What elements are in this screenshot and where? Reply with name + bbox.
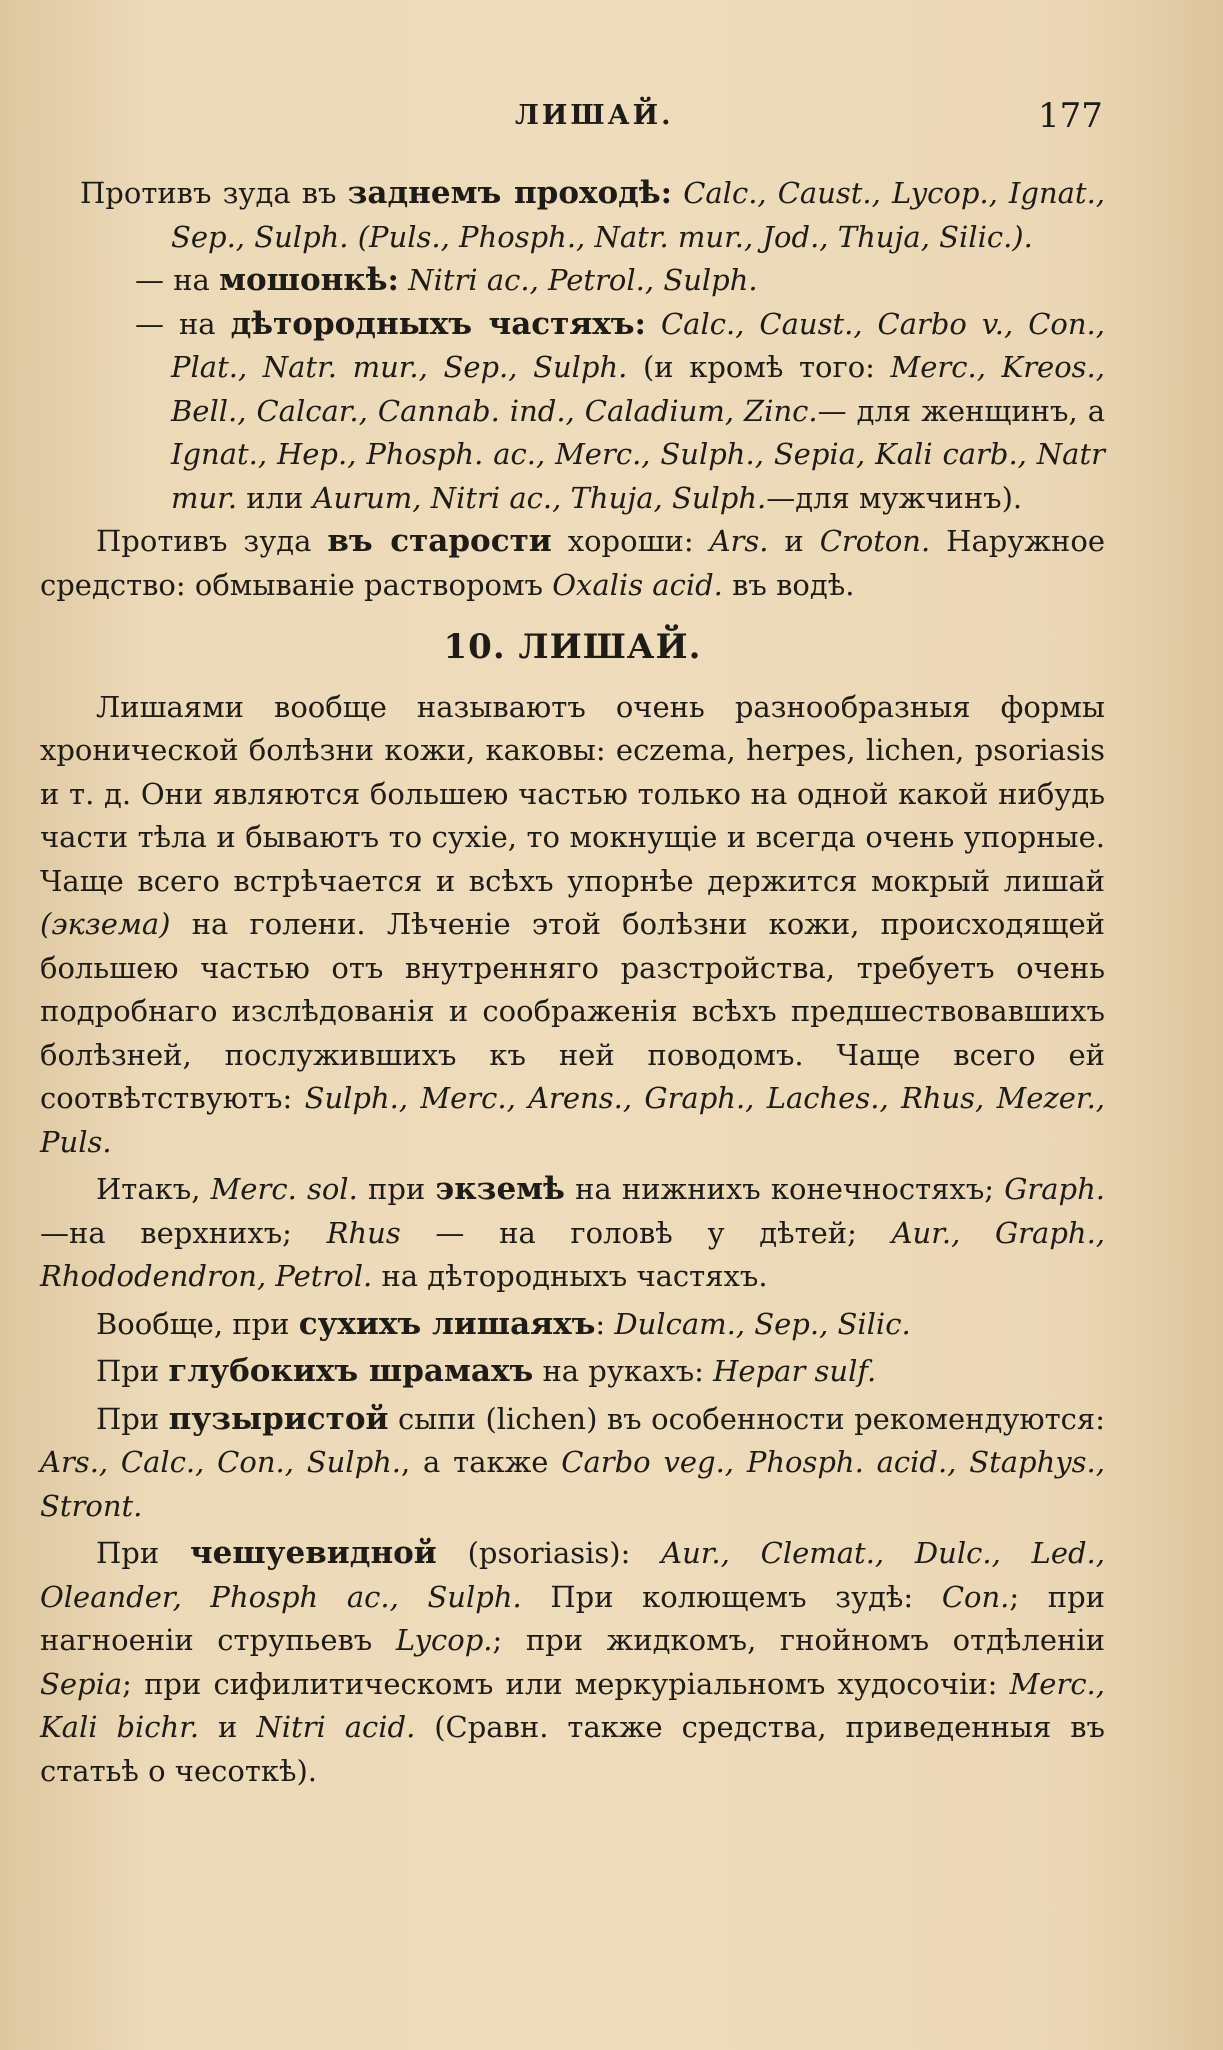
paragraph-eczema: Итакъ, Merc. sol. при экземѣ на нижнихъ конечностяхъ; Graph.—на верхнихъ; Rhus — на головѣ у дѣтей; Aur., Graph., Rhododendron, Petrol. на дѣтородныхъ частяхъ.: [40, 1171, 1106, 1293]
paragraph-dry: Вообще, при сухихъ лишаяхъ: Dulcam., Sep., Silic.: [96, 1305, 911, 1342]
page-number: 177: [1038, 96, 1103, 136]
remedy-list: Ignat., Hep., Phosph. ac., Merc., Sulph., Sepia, Kali carb., Natr mur.: [171, 437, 1105, 515]
section-heading: 10. ЛИШАЙ.: [443, 627, 702, 667]
remedy-list: Merc., Kali bichr.: [40, 1666, 1105, 1744]
keyword-deep-scars: глубокихъ шрамахъ: [168, 1353, 534, 1389]
remedy-list: Rhus: [326, 1215, 401, 1250]
remedy-list: Con.: [941, 1579, 1010, 1614]
running-title: ЛИШАЙ.: [515, 100, 674, 131]
remedy-list: Calc., Caust., Carbo v., Con., Plat., Natr. mur., Sep., Sulph.: [171, 306, 1105, 384]
keyword-genitals: дѣтородныхъ частяхъ:: [230, 305, 647, 342]
remedy-list: Aurum, Nitri ac., Thuja, Sulph.: [312, 480, 767, 515]
remedy-list: Sepia: [40, 1666, 123, 1701]
keyword-scaly: чешуевидной: [189, 1535, 437, 1571]
remedy-list: Aur., Clemat., Dulc., Led., Oleander, Phosph ac., Sulph.: [40, 1536, 1105, 1614]
remedy-list: Calc., Caust., Lycop., Ignat., Sep., Sulph. (Puls., Phosph., Natr. mur., Jod., Thuja, Silic.).: [171, 176, 1106, 254]
remedy-list: Ars.: [709, 524, 769, 558]
keyword-dry: сухихъ лишаяхъ: [298, 1305, 596, 1342]
remedy-list: Dulcam., Sep., Silic.: [614, 1306, 911, 1341]
keyword-eczema: экземѣ: [435, 1171, 565, 1207]
paragraph-scaly: При чешуевидной (psoriasis): Aur., Clemat., Dulc., Led., Oleander, Phosph ac., Sulph. При колющемъ зудѣ: Con.; при нагноеніи струпьевъ Lycop.; при жидкомъ, гнойномъ отдѣленіи Sepia; при сифилитическомъ или меркуріальномъ худосочіи: Merc., Kali bichr. и Nitri acid. (Сравн. также средства, приведенныя въ статьѣ о чесоткѣ).: [40, 1535, 1106, 1788]
remedy-list: Sulph., Merc., Arens., Graph., Laches., Rhus, Mezer., Puls.: [40, 1081, 1106, 1159]
remedy-list: Carbo veg., Phosph. acid., Staphys., Stront.: [40, 1445, 1105, 1523]
remedy-list: Croton.: [819, 524, 931, 558]
remedy-list: Aur., Graph., Rhododendron, Petrol.: [40, 1215, 1105, 1293]
paragraph-itch-genitals: — на дѣтородныхъ частяхъ: Calc., Caust., Carbo v., Con., Plat., Natr. mur., Sep., Sulph. (и кромѣ того: Merc., Kreos., Bell., Calcar., Cannab. ind., Caladium, Zinc.— для женщинъ, а Ignat., Hep., Phosph. ac., Merc., Sulph., Sepia, Kali carb., Natr mur. или Aurum, Nitri ac., Thuja, Sulph.—для мужчинъ).: [135, 305, 1105, 515]
keyword-scrotum: мошонкѣ:: [219, 262, 399, 298]
paragraph-itch-scrotum: — на мошонкѣ: Nitri ac., Petrol., Sulph.: [135, 262, 758, 298]
remedy-list: Nitri ac., Petrol., Sulph.: [398, 263, 758, 297]
paragraph-itch-old-age: Противъ зуда въ старости хороши: Ars. и Croton. Наружное средство: обмываніе растворомъ Oxalis acid. въ водѣ.: [40, 523, 1105, 602]
paragraph-deep-scars: При глубокихъ шрамахъ на рукахъ: Hepar sulf.: [96, 1353, 877, 1389]
remedy-list: Lycop.: [395, 1623, 493, 1657]
remedy-list: Merc., Kreos., Bell., Calcar., Cannab. ind., Caladium, Zinc.: [171, 350, 1105, 428]
keyword-old-age: въ старости: [327, 523, 552, 559]
keyword-anus: заднемъ проходѣ:: [347, 175, 673, 211]
remedy-list: Oxalis acid.: [552, 567, 723, 602]
remedy-list: Hepar sulf.: [713, 1354, 877, 1388]
remedy-list: Graph.: [1004, 1172, 1106, 1206]
keyword-vesicular: пузыристой: [168, 1400, 389, 1437]
paragraph-intro: Лишаями вообще называютъ очень разнообразныя формы хронической болѣзни кожи, каковы: eczema, herpes, lichen, psoriasis и т. д. Они являются большею частью только на одной какой нибудь части тѣла и бываютъ то сухіе, то мокнущіе и всегда очень упорные. Чаще всего встрѣчается и всѣхъ упорнѣе держится мокрый лишай (экзема) на голени. Лѣченіе этой болѣзни кожи, происходящей большею частью отъ внутренняго разстройства, требуетъ очень подробнаго изслѣдованія и соображенія всѣхъ предшествовавшихъ болѣзней, послужившихъ къ ней поводомъ. Чаще всего ей соотвѣтствуютъ: Sulph., Merc., Arens., Graph., Laches., Rhus, Mezer., Puls.: [40, 689, 1106, 1159]
remedy-list: Ars., Calc., Con., Sulph.: [40, 1445, 402, 1479]
paragraph-itch-anus: Противъ зуда въ заднемъ проходѣ: Calc., Caust., Lycop., Ignat., Sep., Sulph. (Puls., Phosph., Natr. mur., Jod., Thuja, Silic.).: [80, 175, 1106, 254]
page-header: [0, 96, 1223, 140]
remedy-list: Merc. sol.: [210, 1172, 358, 1206]
remedy-list: Nitri acid.: [256, 1710, 416, 1744]
paragraph-vesicular: При пузыристой сыпи (lichen) въ особенности рекомендуются: Ars., Calc., Con., Sulph., а также Carbo veg., Phosph. acid., Staphys., Stront.: [40, 1400, 1105, 1523]
page-body: [40, 172, 1105, 1793]
